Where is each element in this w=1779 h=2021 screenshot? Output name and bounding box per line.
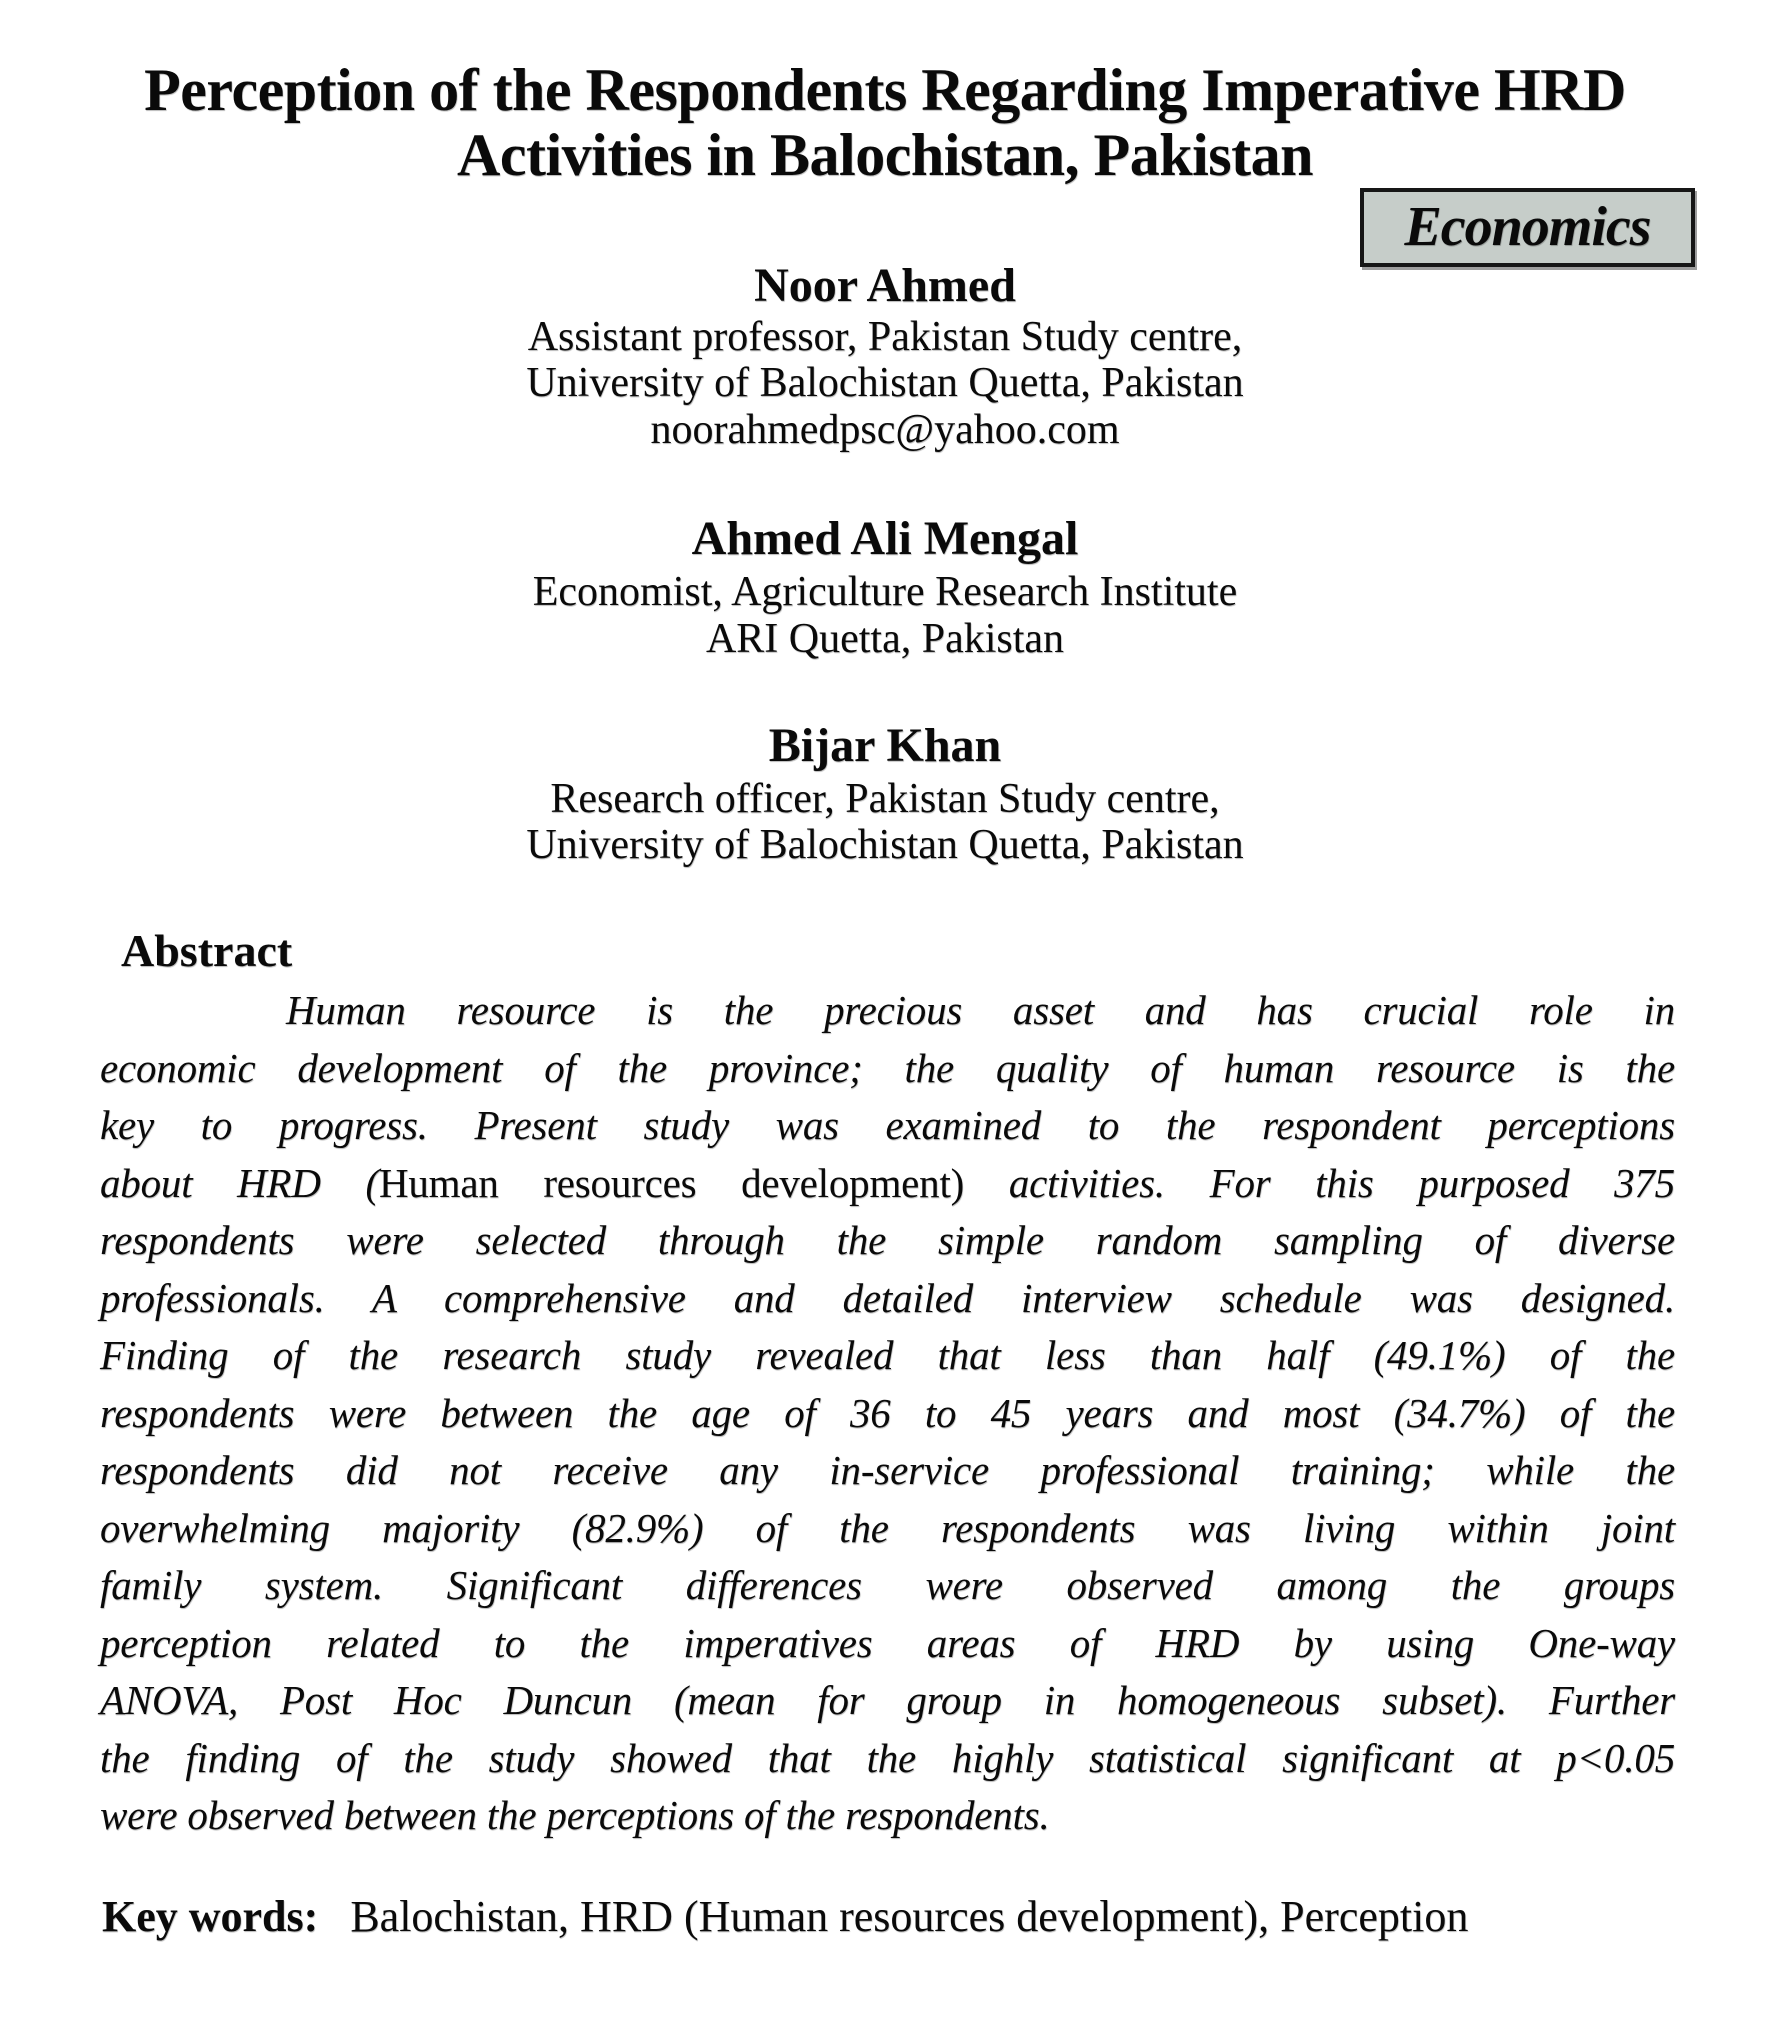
author-1-affiliation-2: University of Balochistan Quetta, Pakistan — [526, 360, 1244, 406]
paper-title-line-2: Activities in Balochistan, Pakistan — [457, 122, 1313, 188]
abstract-line-last: were observed between the perceptions of the respondents. — [100, 1792, 1050, 1838]
author-2-name: Ahmed Ali Mengal — [691, 512, 1079, 565]
abstract-heading: Abstract — [121, 925, 293, 976]
subject-badge — [1360, 188, 1695, 267]
abstract-paragraph — [100, 982, 1675, 1845]
abstract-line: perception related to the imperatives areas of HRD by using One-way — [100, 1619, 1675, 1666]
abstract-line-mixed-style — [100, 1155, 1675, 1213]
keywords-label: Key words: — [102, 1892, 319, 1941]
abstract-line-italic-segment: activities. For this purposed 375 — [964, 1159, 1675, 1206]
subject-badge-label: Economics — [1404, 196, 1651, 258]
author-2-affiliation-2: ARI Quetta, Pakistan — [705, 616, 1065, 662]
keywords-row — [102, 1894, 1468, 1940]
abstract-line: the finding of the study showed that the highly statistical significant at p<0.05 — [100, 1734, 1675, 1781]
abstract-line: economic development of the province; the quality of human resource is the — [100, 1044, 1675, 1091]
paper-title-line-1: Perception of the Respondents Regarding Imperative HRD — [144, 57, 1626, 123]
abstract-line: Finding of the research study revealed that less than half (49.1%) of the — [100, 1332, 1675, 1378]
abstract-line: professionals. A comprehensive and detailed interview schedule was designed. — [100, 1274, 1675, 1321]
abstract-line: respondents were selected through the simple random sampling of diverse — [100, 1217, 1675, 1263]
author-1-name: Noor Ahmed — [754, 259, 1016, 312]
keywords-text: Balochistan, HRD (Human resources development), Perception — [350, 1892, 1469, 1941]
abstract-line-italic-segment: about HRD ( — [100, 1159, 379, 1206]
abstract-line: overwhelming majority (82.9%) of the respondents was living within joint — [100, 1504, 1675, 1551]
author-1-affiliation-1: Assistant professor, Pakistan Study centre, — [527, 314, 1243, 360]
author-3-name: Bijar Khan — [768, 719, 1002, 772]
abstract-line: key to progress. Present study was examined to the respondent perceptions — [100, 1102, 1675, 1148]
abstract-line: ANOVA, Post Hoc Duncun (mean for group in homogeneous subset). Further — [100, 1677, 1675, 1723]
abstract-line-upright-segment: Human resources development) — [378, 1159, 965, 1206]
author-1-email: noorahmedpsc@yahoo.com — [650, 407, 1120, 453]
abstract-line: Human resource is the precious asset and has crucial role in — [286, 987, 1675, 1033]
author-3-affiliation-2: University of Balochistan Quetta, Pakistan — [526, 822, 1244, 868]
author-3-affiliation-1: Research officer, Pakistan Study centre, — [550, 776, 1220, 822]
abstract-line: respondents did not receive any in-service professional training; while the — [100, 1447, 1675, 1493]
abstract-line: family system. Significant differences were observed among the groups — [100, 1562, 1675, 1608]
author-2-affiliation-1: Economist, Agriculture Research Institute — [532, 569, 1238, 615]
abstract-line: respondents were between the age of 36 to 45 years and most (34.7%) of the — [100, 1389, 1675, 1436]
